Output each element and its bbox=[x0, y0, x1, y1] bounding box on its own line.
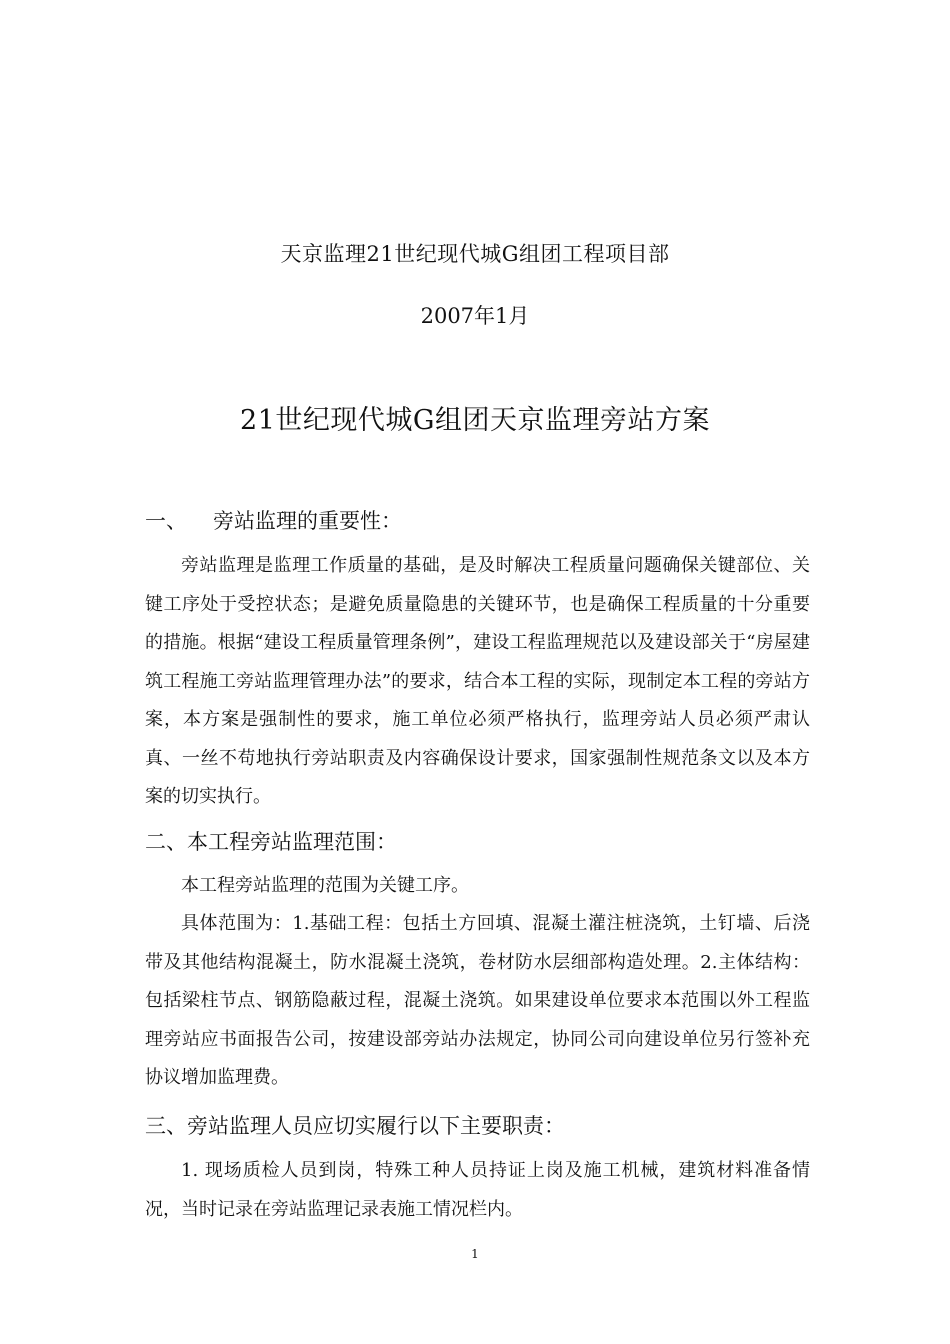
organization-name: 天京监理21世纪现代城G组团工程项目部 bbox=[280, 242, 670, 266]
section-2-paragraph-1: 本工程旁站监理的范围为关键工序。 bbox=[181, 875, 469, 896]
section-1-number: 一、 bbox=[145, 509, 187, 533]
section-2-paragraph-2: 具体范围为：1.基础工程：包括土方回填、混凝土灌注桩浇筑，土钉墙、后浇带及其他结构混凝土，防水混凝土浇筑，卷材防水层细部构造处理。2.主体结构：包括梁柱节点、钢筋隐蔽过程，混凝土浇筑。如果建设单位要求本范围以外工程监理旁站应书面报告公司，按建设部旁站办法规定，协同公司向建设单位另行签补充协议增加监理费。 bbox=[145, 913, 810, 1088]
section-1-heading-text: 旁站监理的重要性： bbox=[213, 509, 402, 533]
section-3-paragraph: 1. 现场质检人员到岗，特殊工种人员持证上岗及施工机械，建筑材料准备情况，当时记录在旁站监理记录表施工情况栏内。 bbox=[145, 1160, 810, 1220]
section-1-heading bbox=[145, 505, 402, 535]
document-date: 2007年1月 bbox=[420, 304, 530, 328]
document-title: 21世纪现代城G组团天京监理旁站方案 bbox=[240, 405, 710, 436]
section-2-heading: 二、本工程旁站监理范围： bbox=[145, 830, 397, 854]
page-number: 1 bbox=[471, 1247, 479, 1261]
section-3-heading: 三、旁站监理人员应切实履行以下主要职责： bbox=[145, 1114, 565, 1138]
section-1-paragraph: 旁站监理是监理工作质量的基础，是及时解决工程质量问题确保关键部位、关键工序处于受控状态；是避免质量隐患的关键环节，也是确保工程质量的十分重要的措施。根据“建设工程质量管理条例”，建设工程监理规范以及建设部关于“房屋建筑工程施工旁站监理管理办法”的要求，结合本工程的实际，现制定本工程的旁站方案，本方案是强制性的要求，施工单位必须严格执行，监理旁站人员必须严肃认真、一丝不苟地执行旁站职责及内容确保设计要求，国家强制性规范条文以及本方案的切实执行。 bbox=[145, 555, 810, 807]
